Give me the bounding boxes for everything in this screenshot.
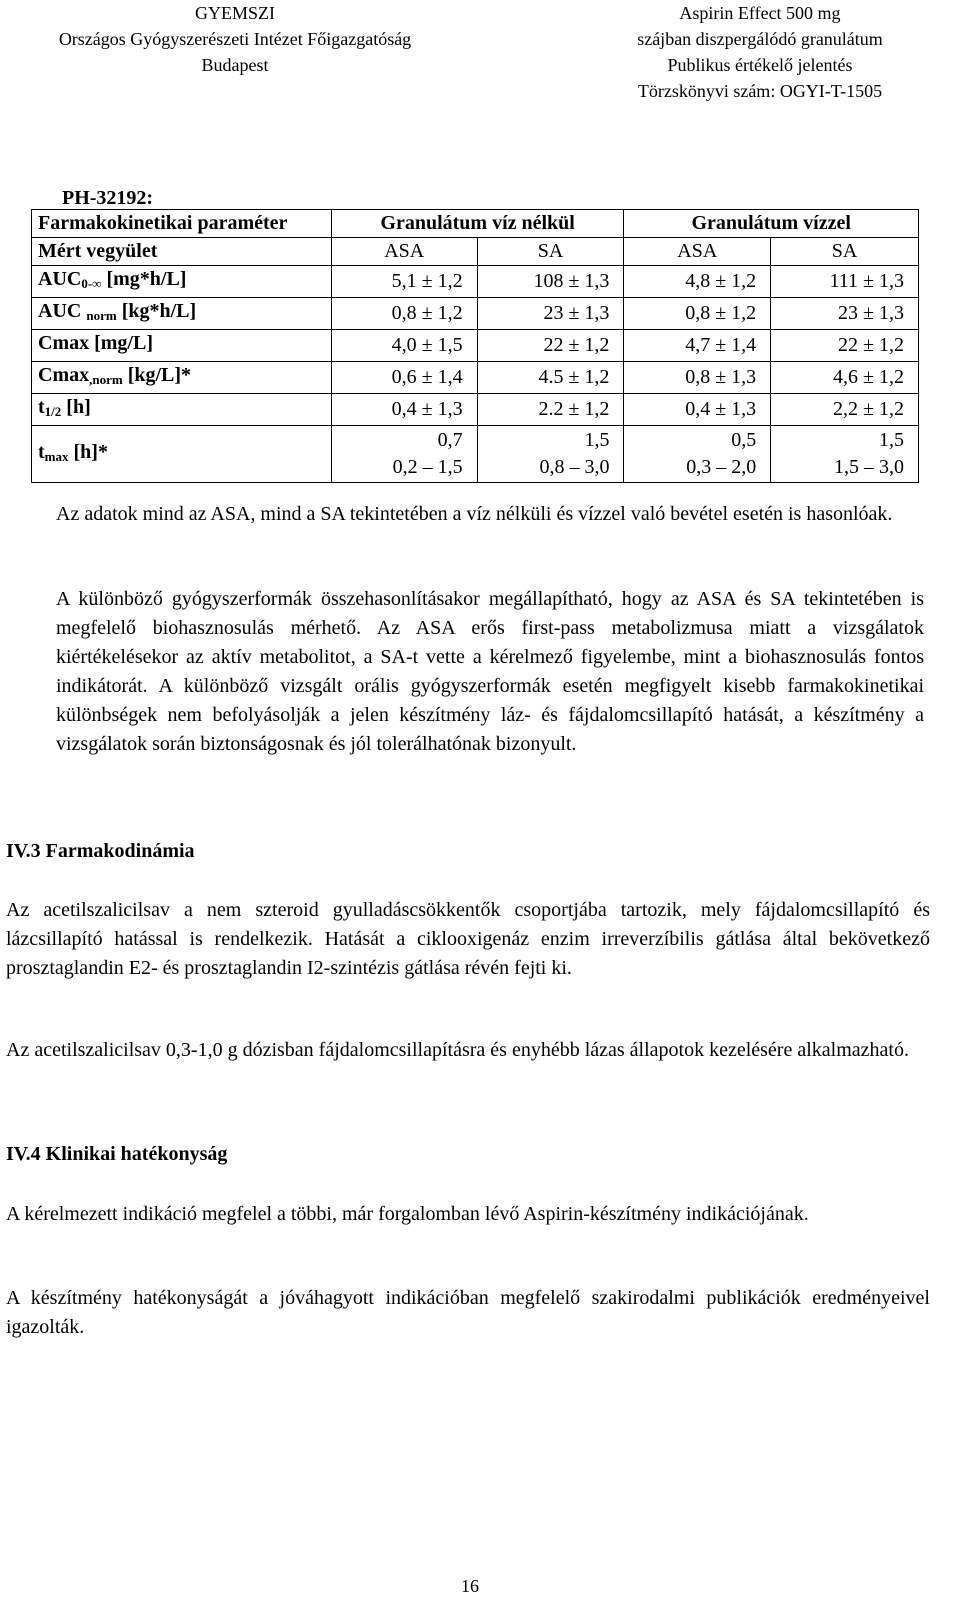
header-right bbox=[600, 0, 920, 104]
tmax-median: 0,5 bbox=[731, 429, 757, 451]
header-registration-number: Törzskönyvi szám: OGYI-T-1505 bbox=[637, 81, 883, 101]
table-cell bbox=[624, 426, 771, 483]
pk-row-label: AUC $_{norm}$ [kg*h/L] bbox=[32, 298, 332, 330]
tmax-median: 1,5 bbox=[584, 429, 610, 451]
table-cell: 2.2 ± 1,2 bbox=[477, 394, 624, 426]
paragraph-similarity: Az adatok mind az ASA, mind a SA tekintetében a víz nélküli és vízzel való bevétel esetén is hasonlóak. bbox=[56, 503, 893, 525]
header-product-form: szájban diszpergálódó granulátum bbox=[637, 29, 883, 49]
table-cell: 108 ± 1,3 bbox=[477, 266, 624, 298]
table-row bbox=[32, 298, 919, 330]
header-report-type: Publikus értékelő jelentés bbox=[667, 55, 853, 75]
table-cell: 0,4 ± 1,3 bbox=[624, 394, 771, 426]
table-row bbox=[32, 394, 919, 426]
paragraph-efficacy-evidence: A készítmény hatékonyságát a jóváhagyott indikációban megfelelő szakirodalmi publikációk eredményeivel igazolták. bbox=[6, 1287, 930, 1338]
section-heading-clinical-efficacy bbox=[6, 1143, 227, 1166]
pk-table-header-row bbox=[32, 210, 919, 238]
table-cell bbox=[771, 426, 919, 483]
section-number: IV.3 bbox=[6, 840, 41, 862]
section-number: IV.4 bbox=[6, 1143, 41, 1165]
table-cell bbox=[477, 426, 624, 483]
pk-row-label: Cmax [mg/L] bbox=[32, 330, 332, 362]
table-cell: 22 ± 1,2 bbox=[771, 330, 919, 362]
pk-header-parameter: Farmakokinetikai paraméter bbox=[32, 210, 332, 238]
table-cell: 2,2 ± 1,2 bbox=[771, 394, 919, 426]
tmax-range: 0,3 – 2,0 bbox=[686, 456, 757, 478]
table-cell: 5,1 ± 1,2 bbox=[331, 266, 477, 298]
header-city: Budapest bbox=[201, 55, 269, 75]
table-cell: 0,6 ± 1,4 bbox=[331, 362, 477, 394]
pk-subheader-sa-2: SA bbox=[771, 238, 919, 266]
tmax-range: 0,2 – 1,5 bbox=[392, 456, 463, 478]
pk-row-label: Cmax$_{,norm}$ [kg/L]* bbox=[32, 362, 332, 394]
table-cell: 4,7 ± 1,4 bbox=[624, 330, 771, 362]
table-row bbox=[32, 266, 919, 298]
table-cell: 0,8 ± 1,2 bbox=[624, 298, 771, 330]
paragraph-mechanism: Az acetilszalicilsav a nem szteroid gyulladáscsökkentők csoportjába tartozik, mely fájdalomcsillapító és lázcsillapító hatással is rendelkezik. Hatását a ciklooxigenáz enzim irreverzíbilis gátlása által bekövetkező prosztaglandin E2- és prosztaglandin I2-szintézis gátlása révén fejti ki. bbox=[6, 899, 930, 979]
pk-subheader-compound: Mért vegyület bbox=[32, 238, 332, 266]
pk-table-subheader-row bbox=[32, 238, 919, 266]
table-cell: 4.5 ± 1,2 bbox=[477, 362, 624, 394]
pk-subheader-sa-1: SA bbox=[477, 238, 624, 266]
table-row bbox=[32, 330, 919, 362]
table-cell: 23 ± 1,3 bbox=[477, 298, 624, 330]
tmax-median: 1,5 bbox=[879, 429, 904, 451]
paragraph-dosage: Az acetilszalicilsav 0,3-1,0 g dózisban fájdalomcsillapításra és enyhébb lázas állapotok kezelésére alkalmazható. bbox=[6, 1039, 909, 1061]
paragraph-bioavailability: A különböző gyógyszerformák összehasonlításakor megállapítható, hogy az ASA és SA tekintetében is megfelelő biohasznosulás mérhető. Az ASA erős first-pass metabolizmusa miatt a vizsgálatok kiértékelésekor az aktív metabolitot, a SA-t vette a kérelmező figyelembe, mint a biohasznosulás fontos indikátorát. A különböző vizsgált orális gyógyszerformák esetén megfigyelt kisebb farmakokinetikai különbségek nem befolyásolják a jelen készítmény láz- és fájdalomcsillapító hatását, a készítmény a vizsgálatok során biztonságosnak és jól tolerálhatónak bizonyult. bbox=[56, 588, 924, 755]
pk-row-label: $AUC_{0-\infty}$ [mg*h/L] bbox=[32, 266, 332, 298]
pk-subheader-asa-2: ASA bbox=[624, 238, 771, 266]
table-cell bbox=[331, 426, 477, 483]
header-left bbox=[10, 0, 460, 78]
table-cell: 4,8 ± 1,2 bbox=[624, 266, 771, 298]
table-cell: 4,6 ± 1,2 bbox=[771, 362, 919, 394]
pk-row-label: $t_{1/2}$ [h] bbox=[32, 394, 332, 426]
table-cell: 4,0 ± 1,5 bbox=[331, 330, 477, 362]
table-cell: 22 ± 1,2 bbox=[477, 330, 624, 362]
pk-header-with-water: Granulátum vízzel bbox=[624, 210, 919, 238]
paragraph-indication: A kérelmezett indikáció megfelel a többi, már forgalomban lévő Aspirin-készítmény indikációjának. bbox=[6, 1203, 809, 1225]
table-row-tmax bbox=[32, 426, 919, 483]
table-cell: 0,8 ± 1,2 bbox=[331, 298, 477, 330]
header-product-name: Aspirin Effect 500 mg bbox=[679, 3, 841, 23]
section-title: Farmakodinámia bbox=[45, 840, 195, 862]
pk-table bbox=[31, 209, 919, 483]
table-cell: 111 ± 1,3 bbox=[771, 266, 919, 298]
table-cell: 0,4 ± 1,3 bbox=[331, 394, 477, 426]
pk-header-without-water: Granulátum víz nélkül bbox=[331, 210, 624, 238]
table-cell: 23 ± 1,3 bbox=[771, 298, 919, 330]
table-cell: 0,8 ± 1,3 bbox=[624, 362, 771, 394]
section-heading-pharmacodynamics bbox=[6, 840, 195, 863]
section-title: Klinikai hatékonyság bbox=[45, 1143, 228, 1165]
tmax-range: 1,5 – 3,0 bbox=[834, 456, 904, 478]
header-org-acronym: GYEMSZI bbox=[195, 3, 275, 23]
table-row bbox=[32, 362, 919, 394]
header-org-name: Országos Gyógyszerészeti Intézet Főigazgatóság bbox=[58, 29, 412, 49]
tmax-median: 0,7 bbox=[437, 429, 463, 451]
pk-subheader-asa-1: ASA bbox=[331, 238, 477, 266]
page-number: 16 bbox=[461, 1576, 479, 1596]
tmax-range: 0,8 – 3,0 bbox=[539, 456, 610, 478]
pk-table-title: PH-32192: bbox=[62, 187, 154, 209]
pk-row-label: $t_{max}$ [h]* bbox=[32, 426, 332, 483]
